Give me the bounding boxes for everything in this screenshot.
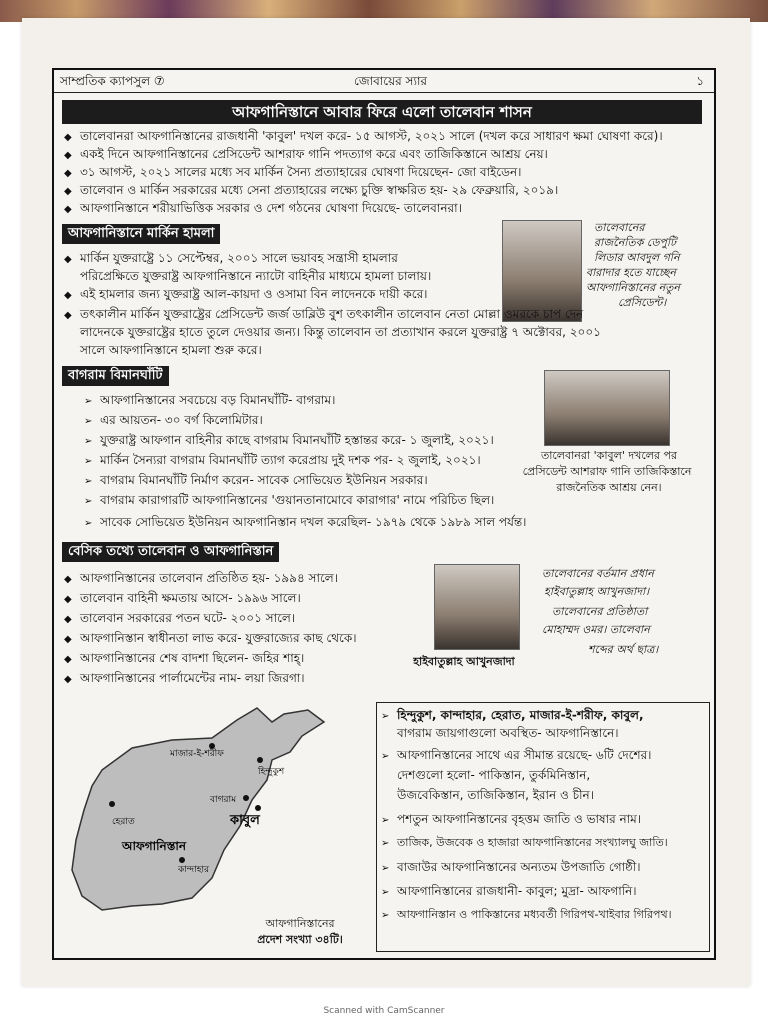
city-label: কাবুল [230, 813, 260, 828]
page-header [54, 70, 714, 93]
sec3-item: ◆ তালেবান সরকারের পতন ঘটে- ২০০১ সালে। [64, 610, 295, 628]
arrow-bullet-icon: ➢ [84, 456, 93, 467]
fact-item: ➢ পশতুন আফগানিস্তানের বৃহত্তম জাতি ও ভাষার নাম। [381, 811, 641, 829]
akhundzada-photo [434, 564, 520, 650]
photo1-caption-line: আফগানিস্তানের নতুন [586, 281, 681, 294]
sec2-item: ➢ বাগরাম কারাগারটি আফগানিস্তানের 'গুয়ানতানামোবে কারাগার' নামে পরিচিত ছিল। [84, 492, 494, 510]
photo2-caption-line: তালেবানরা 'কাবুল' দখলের পর [540, 449, 678, 462]
photo3-caption-line: মোহাম্মদ ওমর। তালেবান [542, 623, 650, 636]
photo3-caption-line: তালেবানের প্রতিষ্ঠাতা [552, 605, 648, 618]
sec1-item: ◆ এই হামলার জন্য যুক্তরাষ্ট্র আল-কায়দা ও ওসামা বিন লাদেনকে দায়ী করে। [64, 286, 427, 304]
fact-item: দেশগুলো হলো- পাকিস্তান, তুর্কমিনিস্তান, [397, 768, 591, 782]
intro-item: ◆ তালেবান ও মার্কিন সরকারের মধ্যে সেনা প্রত্যাহারের লক্ষ্যে চুক্তি স্বাক্ষরিত হয়- ২৯ ফেব্রুয়ারি, ২০১৯। [64, 182, 558, 200]
city-dot [243, 795, 249, 801]
fact-item: ➢ আফগানিস্তানের রাজধানী- কাবুল; মুদ্রা- আফগানি। [381, 883, 637, 901]
city-label: মাজার-ই-শরীফ [170, 749, 224, 759]
photo3-caption-line: হাইবাতুল্লাহ আখুনজাদা। [544, 585, 650, 598]
fact-item: ➢ আফগানিস্তান ও পাকিস্তানের মধ্যবর্তী গিরিপথ-খাইবার গিরিপথ। [381, 907, 672, 924]
city-label: বাগরাম [210, 795, 237, 805]
diamond-bullet-icon: ◆ [64, 310, 72, 321]
fact-item: ➢ আফগানিস্তানের সাথে এর সীমান্ত রয়েছে- ৬টি দেশের। [381, 747, 651, 765]
diamond-bullet-icon: ◆ [64, 614, 72, 625]
intro-item: ◆ আফগানিস্তানে শরীয়াভিত্তিক সরকার ও দেশ গঠনের ঘোষণা দিয়েছে- তালেবানরা। [64, 200, 462, 218]
sec3-item: ◆ আফগানিস্তান স্বাধীনতা লাভ করে- যুক্তরাজ্যের কাছ থেকে। [64, 630, 357, 648]
arrow-bullet-icon: ➢ [84, 518, 93, 529]
page-title: আফগানিস্তানে আবার ফিরে এলো তালেবান শাসন [62, 100, 702, 124]
sec1-item: লাদেনকে যুক্তরাষ্ট্রের হাতে তুলে দেওয়ার জন্য। কিন্তু তালেবান তা প্রত্যাখান করলে যুক্তরাষ্ট্র ৭ অক্টোবর, ২০০১ [80, 325, 601, 339]
diamond-bullet-icon: ◆ [64, 654, 72, 665]
diamond-bullet-icon: ◆ [64, 674, 72, 685]
fact-item: উজবেকিস্তান, তাজিকিস্তান, ইরান ও চীন। [397, 788, 595, 802]
fact-item: ➢ বাজাউর আফগানিস্তানের অন্যতম উপজাতি গোষ্ঠী। [381, 859, 641, 877]
city-dot [255, 805, 261, 811]
page-number: ১ [696, 74, 704, 88]
photo1-caption-line: বারাদার হতে যাচ্ছেন [586, 266, 676, 279]
city-dot [179, 857, 185, 863]
sec2-item: ➢ মার্কিন সৈন্যরা বাগরাম বিমানঘাঁটি ত্যাগ করেপ্রায় দুই দশক পর- ২ জুলাই, ২০২১। [84, 452, 481, 470]
photo2-caption-line: রাজনৈতিক আশ্রয় নেন। [556, 481, 662, 494]
ashraf-ghani-photo [544, 370, 670, 446]
sec1-item: ◆ তৎকালীন মার্কিন যুক্তরাষ্ট্রের প্রেসিডেন্ট জর্জ ডাব্লিউ বুশ তৎকালীন তালেবান নেতা মোল্লা ওমরকে চাপ দেন [64, 306, 583, 324]
sec1-item: ◆ মার্কিন যুক্তরাষ্ট্রে ১১ সেপ্টেম্বর, ২০০১ সালে ভয়াবহ সন্ত্রাসী হামলার [64, 250, 398, 268]
fact-item: ➢ হিন্দুকুশ, কান্দাহার, হেরাত, মাজার-ই-শরীফ, কাবুল, [381, 707, 644, 725]
diamond-bullet-icon: ◆ [64, 204, 72, 215]
city-dot [257, 757, 263, 763]
diamond-bullet-icon: ◆ [64, 290, 72, 301]
city-dot [109, 801, 115, 807]
photo1-caption-line: প্রেসিডেন্ট। [618, 296, 667, 309]
arrow-bullet-icon: ➢ [381, 838, 390, 849]
section-heading-us-attack: আফগানিস্তানে মার্কিন হামলা [62, 224, 220, 244]
city-label: কান্দাহার [178, 865, 210, 875]
fact-item: ➢ তাজিক, উজবেক ও হাজারা আফগানিস্তানের সংখ্যালঘু জাতি। [381, 835, 668, 852]
facts-box [376, 702, 710, 952]
intro-item: ◆ একই দিনে আফগানিস্তানের প্রেসিডেন্ট আশরাফ গানি পদত্যাগ করে এবং তাজিকিস্তানে আশ্রয় নেয়। [64, 146, 548, 164]
sec1-item: পরিপ্রেক্ষিতে যুক্তরাষ্ট্র আফগানিস্তানে ন্যাটো বাহিনীর মাধ্যমে হামলা চালায়। [80, 269, 432, 283]
diamond-bullet-icon: ◆ [64, 594, 72, 605]
sec3-item: ◆ আফগানিস্তানের তালেবান প্রতিষ্ঠিত হয়- ১৯৯৪ সালে। [64, 570, 338, 588]
city-label: হিন্দুকুশ [258, 767, 285, 777]
sec2-item: ➢ আফগানিস্তানের সবচেয়ে বড় বিমানঘাঁটি- বাগরাম। [84, 392, 335, 410]
afghanistan-map [62, 700, 362, 940]
photo3-caption-line: শব্দের অর্থ ছাত্র। [588, 643, 659, 656]
diamond-bullet-icon: ◆ [64, 254, 72, 265]
arrow-bullet-icon: ➢ [381, 751, 390, 762]
diamond-bullet-icon: ◆ [64, 186, 72, 197]
fact-item: বাগরাম জায়গাগুলো অবস্থিত- আফগানিস্তানে। [397, 726, 619, 740]
sec3-item: ◆ তালেবান বাহিনী ক্ষমতায় আসে- ১৯৯৬ সালে। [64, 590, 301, 608]
sec2-item: ➢ সাবেক সোভিয়েত ইউনিয়ন আফগানিস্তান দখল করেছিল- ১৯৭৯ থেকে ১৯৮৯ সাল পর্যন্ত। [84, 514, 526, 532]
country-outline [72, 708, 324, 910]
country-label: আফগানিস্তান [122, 839, 186, 853]
intro-item: ◆ ৩১ আগস্ট, ২০২১ সালের মধ্যে সব মার্কিন সৈন্য প্রত্যাহারের ঘোষণা দিয়েছেন- জো বাইডেন। [64, 164, 521, 182]
arrow-bullet-icon: ➢ [84, 396, 93, 407]
sec1-item: সালে আফগানিস্তানে হামলা শুরু করে। [80, 343, 262, 357]
diamond-bullet-icon: ◆ [64, 574, 72, 585]
arrow-bullet-icon: ➢ [381, 711, 390, 722]
photo1-caption-line: রাজনৈতিক ডেপুটি [594, 236, 677, 249]
arrow-bullet-icon: ➢ [84, 476, 93, 487]
intro-item: ◆ তালেবানরা আফগানিস্তানের রাজধানী 'কাবুল' দখল করে- ১৫ আগস্ট, ২০২১ সালে (দখল করে সাধারণ ক্ষমা ঘোষণা করে)। [64, 128, 663, 146]
photo1-caption-line: লিডার আবদুল গনি [594, 251, 680, 264]
sec2-item: ➢ বাগরাম বিমানঘাঁটি নির্মাণ করেন- সাবেক সোভিয়েত ইউনিয়ন সরকার। [84, 472, 428, 490]
arrow-bullet-icon: ➢ [84, 496, 93, 507]
header-left: সাম্প্রতিক ক্যাপসুল ⑦ [60, 74, 165, 88]
city-label: হেরাত [112, 817, 135, 827]
diamond-bullet-icon: ◆ [64, 150, 72, 161]
diamond-bullet-icon: ◆ [64, 634, 72, 645]
diamond-bullet-icon: ◆ [64, 132, 72, 143]
photo3-label: হাইবাতুল্লাহ আখুনজাদা [413, 655, 515, 668]
sec3-item: ◆ আফগানিস্তানের পার্লামেন্টের নাম- লয়া জিরগা। [64, 670, 305, 688]
photo2-caption-line: প্রেসিডেন্ট আশরাফ গানি তাজিকিস্তানে [522, 465, 692, 478]
page [52, 68, 716, 960]
scanner-watermark: Scanned with CamScanner [323, 1006, 445, 1016]
map-caption-line: প্রদেশ সংখ্যা ৩৪টি। [257, 933, 343, 946]
diamond-bullet-icon: ◆ [64, 168, 72, 179]
header-center: জোবায়ের স্যার [354, 74, 428, 88]
map-caption-line: আফগানিস্তানের [265, 917, 335, 930]
photo3-caption-line: তালেবানের বর্তমান প্রধান [542, 567, 654, 580]
sec2-item: ➢ যুক্তরাষ্ট্র আফগান বাহিনীর কাছে বাগরাম বিমানঘাঁটি হস্তান্তর করে- ১ জুলাই, ২০২১। [84, 432, 494, 450]
section-heading-bagram: বাগরাম বিমানঘাঁটি [62, 366, 169, 386]
arrow-bullet-icon: ➢ [84, 436, 93, 447]
sec3-item: ◆ আফগানিস্তানের শেষ বাদশা ছিলেন- জহির শাহ্। [64, 650, 304, 668]
arrow-bullet-icon: ➢ [84, 416, 93, 427]
arrow-bullet-icon: ➢ [381, 910, 390, 921]
arrow-bullet-icon: ➢ [381, 863, 390, 874]
photo1-caption-line: তালেবানের [594, 221, 645, 234]
sec2-item: ➢ এর আয়তন- ৩০ বর্গ কিলোমিটার। [84, 412, 263, 430]
arrow-bullet-icon: ➢ [381, 887, 390, 898]
section-heading-basic-info: বেসিক তথ্যে তালেবান ও আফগানিস্তান [62, 542, 279, 562]
arrow-bullet-icon: ➢ [381, 815, 390, 826]
